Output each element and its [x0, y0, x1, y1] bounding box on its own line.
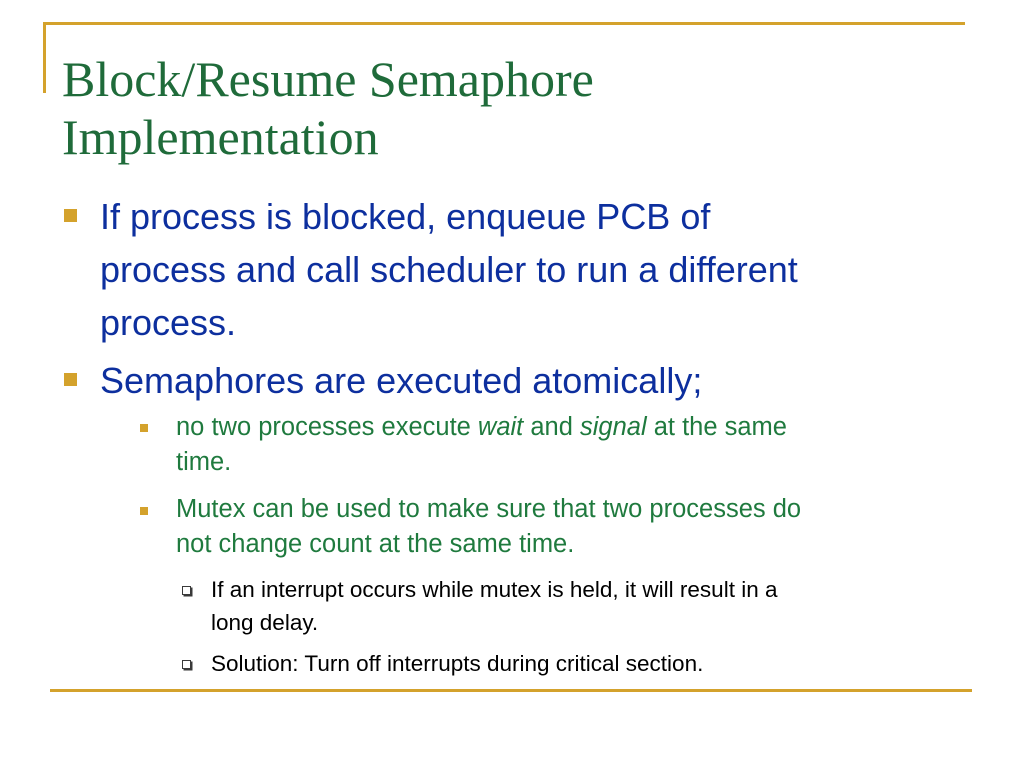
- subsubbullet-2-2-2: [211, 647, 951, 680]
- bullet-2: [100, 354, 950, 407]
- subbullet-2-1-line-2: time.: [176, 448, 232, 476]
- subbullet-2-2-line-1: Mutex can be used to make sure that two processes do: [176, 495, 802, 523]
- slide-title: [62, 50, 962, 166]
- title-line-1: Block/Resume Semaphore: [62, 51, 594, 107]
- subbullet-2-1: [176, 410, 966, 480]
- gold-square-bullet-icon: [64, 209, 77, 222]
- bullet-2-line-1: Semaphores are executed atomically;: [100, 360, 703, 401]
- title-line-2: Implementation: [62, 109, 379, 165]
- small-gold-square-bullet-icon: [140, 424, 148, 432]
- keyword-signal: signal: [580, 413, 647, 441]
- subsubbullet-2-2-2-line-1: Solution: Turn off interrupts during critical section.: [211, 651, 704, 676]
- bullet-1-line-3: process.: [100, 302, 237, 343]
- top-horizontal-rule: [43, 22, 965, 25]
- keyword-wait: wait: [477, 413, 524, 441]
- bullet-1-line-2: process and call scheduler to run a different: [100, 249, 798, 290]
- text-segment: and: [523, 413, 580, 441]
- text-segment: no two processes execute: [176, 413, 478, 441]
- subbullet-2-2-line-2: not change count at the same time.: [176, 530, 575, 558]
- small-gold-square-bullet-icon: [140, 507, 148, 515]
- subsubbullet-2-2-1: [211, 573, 951, 639]
- subsubbullet-2-2-1-line-2: long delay.: [211, 610, 319, 635]
- top-left-vertical-rule: [43, 22, 46, 93]
- subbullet-2-2: [176, 492, 966, 562]
- gold-square-bullet-icon: [64, 373, 77, 386]
- hollow-square-bullet-icon: [182, 586, 191, 595]
- subsubbullet-2-2-1-line-1: If an interrupt occurs while mutex is held, it will result in a: [211, 577, 778, 602]
- bottom-horizontal-rule: [50, 689, 972, 692]
- hollow-square-bullet-icon: [182, 660, 191, 669]
- bullet-1: [100, 190, 950, 349]
- text-segment: at the same: [646, 413, 787, 441]
- bullet-1-line-1: If process is blocked, enqueue PCB of: [100, 196, 711, 237]
- subbullet-2-1-line-1: [176, 410, 966, 445]
